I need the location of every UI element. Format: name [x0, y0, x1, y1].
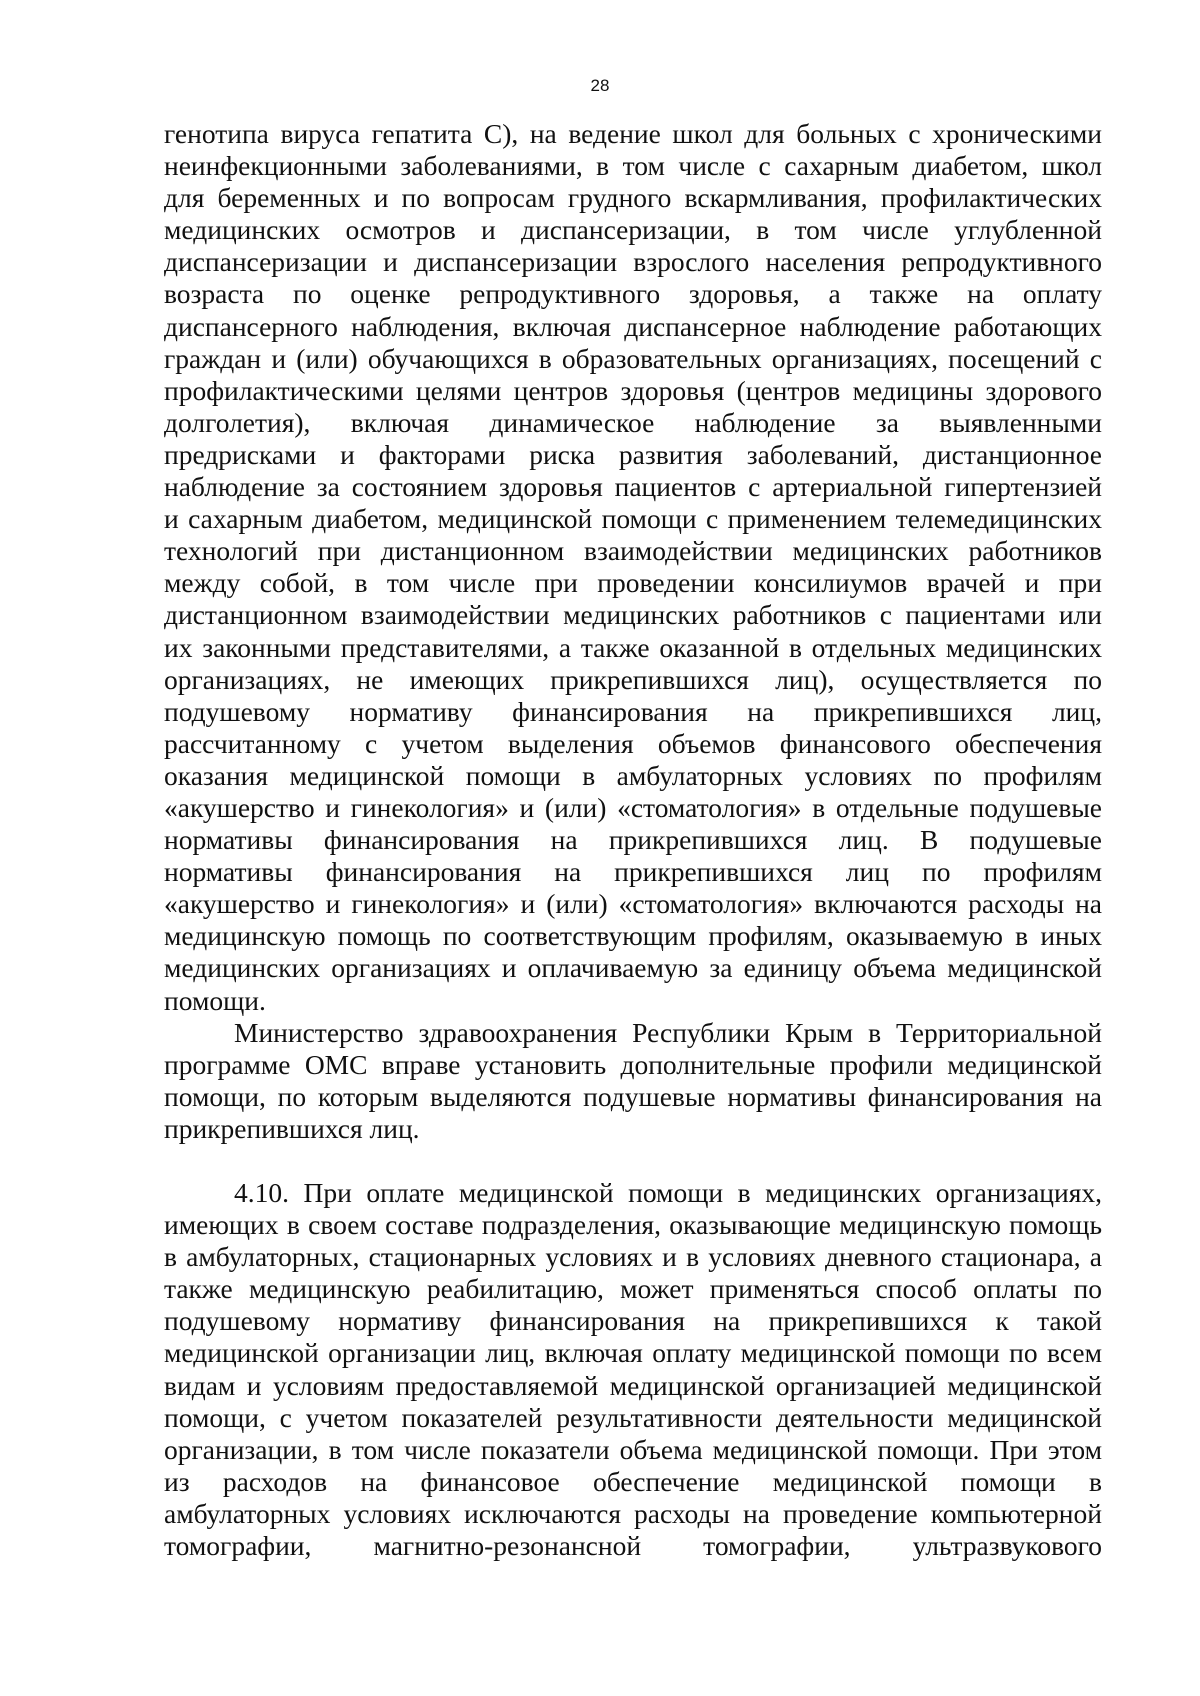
- text-line: помощи.: [164, 984, 266, 1016]
- text-line: также медицинскую реабилитацию, может применяться способ оплаты по: [164, 1273, 1102, 1305]
- text-line: диспансеризации и диспансеризации взрослого населения репродуктивного: [164, 246, 1102, 278]
- text-line: возраста по оценке репродуктивного здоровья, а также на оплату: [164, 278, 1102, 310]
- text-line: нормативы финансирования на прикрепившихся лиц по профилям: [164, 856, 1102, 888]
- paragraph-p1: [164, 118, 1102, 1017]
- text-line: помощи, по которым выделяются подушевые нормативы финансирования на: [164, 1080, 1102, 1112]
- text-line: оказания медицинской помощи в амбулаторных условиях по профилям: [164, 759, 1102, 791]
- paragraph-p2: [164, 1017, 1102, 1145]
- text-line: медицинской организации лиц, включая оплату медицинской помощи по всем: [164, 1337, 1102, 1369]
- text-line: их законными представителями, а также оказанной в отдельных медицинских: [164, 631, 1102, 663]
- text-line: граждан и (или) обучающихся в образовательных организациях, посещений с: [164, 342, 1102, 374]
- text-line: томографии, магнитно-резонансной томографии, ультразвукового: [164, 1530, 1102, 1562]
- text-line: программе ОМС вправе установить дополнительные профили медицинской: [164, 1048, 1102, 1080]
- text-line: медицинских организациях и оплачиваемую за единицу объема медицинской: [164, 952, 1102, 984]
- text-line: из расходов на финансовое обеспечение медицинской помощи в: [164, 1465, 1102, 1497]
- text-line: для беременных и по вопросам грудного вскармливания, профилактических: [164, 182, 1102, 214]
- text-line: дистанционном взаимодействии медицинских работников с пациентами или: [164, 599, 1102, 631]
- text-line: нормативы финансирования на прикрепившихся лиц. В подушевые: [164, 824, 1102, 856]
- text-line: профилактическими целями центров здоровья (центров медицины здорового: [164, 374, 1102, 406]
- text-line: неинфекционными заболеваниями, в том числе с сахарным диабетом, школ: [164, 150, 1102, 182]
- text-line: организации, в том числе показатели объема медицинской помощи. При этом: [164, 1433, 1102, 1465]
- text-line: наблюдение за состоянием здоровья пациентов с артериальной гипертензией: [164, 471, 1102, 503]
- text-line: подушевому нормативу финансирования на прикрепившихся к такой: [164, 1305, 1102, 1337]
- text-line: 4.10. При оплате медицинской помощи в медицинских организациях,: [234, 1177, 1102, 1208]
- text-line: диспансерного наблюдения, включая диспансерное наблюдение работающих: [164, 310, 1102, 342]
- text-line: «акушерство и гинекология» и (или) «стоматология» включаются расходы на: [164, 888, 1102, 920]
- text-line: медицинских осмотров и диспансеризации, в том числе углубленной: [164, 214, 1102, 246]
- text-line: амбулаторных условиях исключаются расходы на проведение компьютерной: [164, 1497, 1102, 1529]
- text-line: Министерство здравоохранения Республики Крым в Территориальной: [234, 1016, 1102, 1048]
- text-line: организациях, не имеющих прикрепившихся лиц), осуществляется по: [164, 663, 1102, 695]
- text-line: медицинскую помощь по соответствующим профилям, оказываемую в иных: [164, 920, 1102, 952]
- text-line: «акушерство и гинекология» и (или) «стоматология» в отдельные подушевые: [164, 791, 1102, 823]
- text-line: имеющих в своем составе подразделения, оказывающие медицинскую помощь: [164, 1209, 1102, 1241]
- text-line: и сахарным диабетом, медицинской помощи с применением телемедицинских: [164, 503, 1102, 535]
- text-line: в амбулаторных, стационарных условиях и в условиях дневного стационара, а: [164, 1241, 1102, 1273]
- text-line: технологий при дистанционном взаимодействии медицинских работников: [164, 535, 1102, 567]
- text-line: между собой, в том числе при проведении консилиумов врачей и при: [164, 567, 1102, 599]
- paragraph-p3: [164, 1177, 1102, 1562]
- text-line: помощи, с учетом показателей результативности деятельности медицинской: [164, 1401, 1102, 1433]
- text-line: рассчитанному с учетом выделения объемов финансового обеспечения: [164, 727, 1102, 759]
- text-line: долголетия), включая динамическое наблюдение за выявленными: [164, 406, 1102, 438]
- text-line: прикрепившихся лиц.: [164, 1112, 420, 1144]
- text-line: предрисками и факторами риска развития заболеваний, дистанционное: [164, 438, 1102, 470]
- text-line: подушевому нормативу финансирования на прикрепившихся лиц,: [164, 695, 1102, 727]
- text-line: видам и условиям предоставляемой медицинской организацией медицинской: [164, 1369, 1102, 1401]
- document-body: [164, 118, 1102, 1562]
- text-line: генотипа вируса гепатита С), на ведение школ для больных с хроническими: [164, 118, 1102, 149]
- page-number: 28: [590, 76, 610, 95]
